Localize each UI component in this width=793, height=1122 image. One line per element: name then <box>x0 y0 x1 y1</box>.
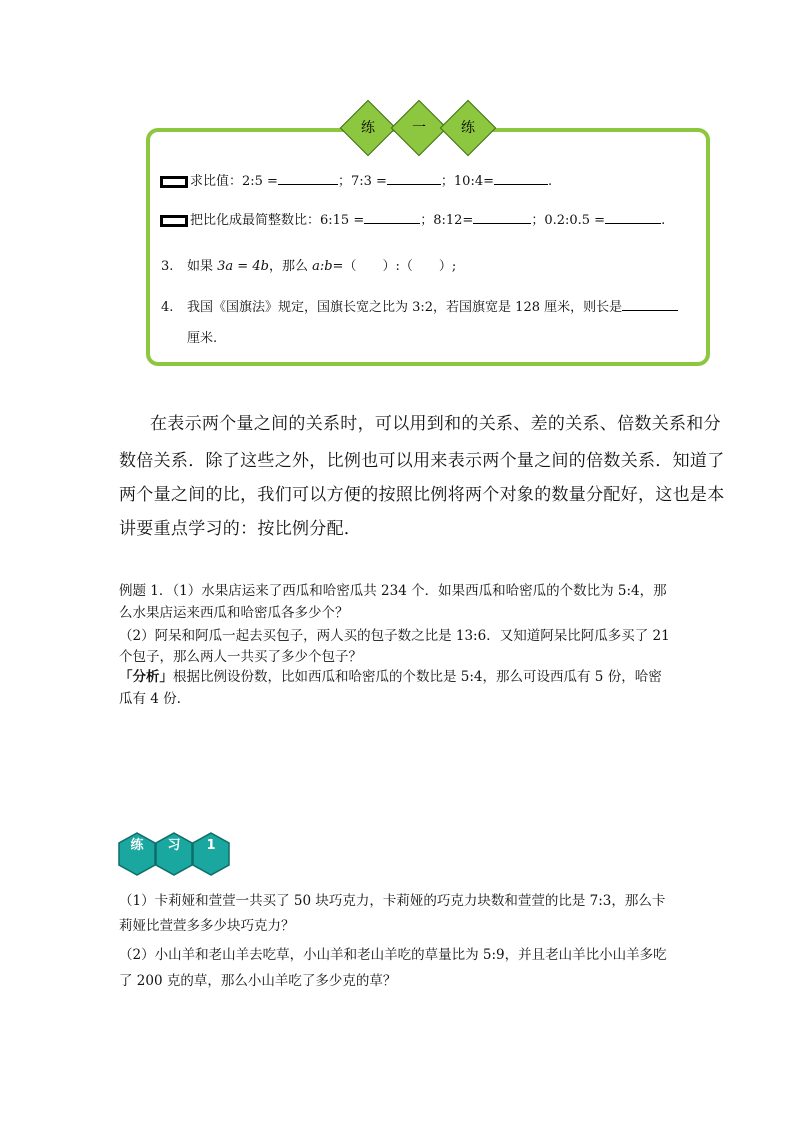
practice-box <box>146 128 710 366</box>
example-line-2: 么水果店运来西瓜和哈密瓜各多少个？ <box>119 605 349 621</box>
question-2: 把比化成最简整数比：6:15 = ；8:12= ；0.2:0.5 = . <box>160 210 665 230</box>
practice-line-2: 莉娅比萱萱多多少块巧克力？ <box>119 918 295 934</box>
intro-line-3: 两个量之间的比，我们可以方便的按照比例将两个对象的数量分配好，这也是本 <box>119 485 725 505</box>
example-line-1: 例题 1．（1）水果店运来了西瓜和哈密瓜共 234 个．如果西瓜和哈密瓜的个数比为 5:4，那 <box>119 583 667 599</box>
example-line-4: 个包子，那么两人一共买了多少个包子？ <box>119 649 362 665</box>
intro-line-1: 在表示两个量之间的关系时，可以用到和的关系、差的关系、倍数关系和分 <box>150 414 721 434</box>
header-diamond-3 <box>440 100 496 156</box>
practice-line-1: （1）卡莉娅和萱萱一共买了 50 块巧克力，卡莉娅的巧克力块数和萱萱的比是 7:3，那么卡 <box>119 893 666 909</box>
analysis-label: 「分析」 <box>119 669 173 685</box>
badge-hex-1: 练 <box>118 832 156 876</box>
header-char-1: 练 <box>361 120 375 136</box>
answer-blank <box>622 297 678 311</box>
answer-blank <box>473 210 531 224</box>
answer-blank <box>494 171 548 185</box>
question-4: 4. 我国《国旗法》规定，国旗长宽之比为 3:2，若国旗宽是 128 厘米，则长是 <box>161 297 678 317</box>
practice-line-4: 了 200 克的草，那么小山羊吃了多少克的草？ <box>119 973 397 989</box>
question-3: 3. 如果 3a = 4b，那么 a:b=（ ）:（ ）; <box>161 259 457 274</box>
intro-line-4: 讲要重点学习的：按比例分配． <box>119 519 362 539</box>
number-box <box>160 176 188 188</box>
intro-line-2: 数倍关系．除了这些之外，比例也可以用来表示两个量之间的倍数关系．知道了 <box>119 451 725 471</box>
example-line-5: 「分析」根据比例设份数，比如西瓜和哈密瓜的个数比是 5:4，那么可设西瓜有 5 份，哈密 <box>119 669 662 685</box>
header-char-3: 练 <box>461 120 475 136</box>
answer-blank <box>278 171 338 185</box>
header-char-2: 一 <box>412 120 426 136</box>
answer-blank <box>605 210 661 224</box>
answer-blank <box>387 171 441 185</box>
practice-badge <box>118 832 228 878</box>
example-line-3: （2）阿呆和阿瓜一起去买包子，两人买的包子数之比是 13:6．又知道阿呆比阿瓜多买了 21 <box>119 628 670 644</box>
example-line-6: 瓜有 4 份. <box>119 691 181 707</box>
header-diamond-1 <box>340 100 396 156</box>
header-diamond-2 <box>391 100 447 156</box>
number-box <box>160 215 188 227</box>
badge-hex-3: 1 <box>192 832 230 876</box>
question-1: 求比值：2:5 = ；7:3 = ；10:4= . <box>160 171 552 191</box>
question-4-line-2: 厘米. <box>187 331 218 346</box>
practice-line-3: （2）小山羊和老山羊去吃草，小山羊和老山羊吃的草量比为 5:9，并且老山羊比小山羊多吃 <box>119 947 667 963</box>
badge-hex-2: 习 <box>155 832 193 876</box>
answer-blank <box>364 210 420 224</box>
